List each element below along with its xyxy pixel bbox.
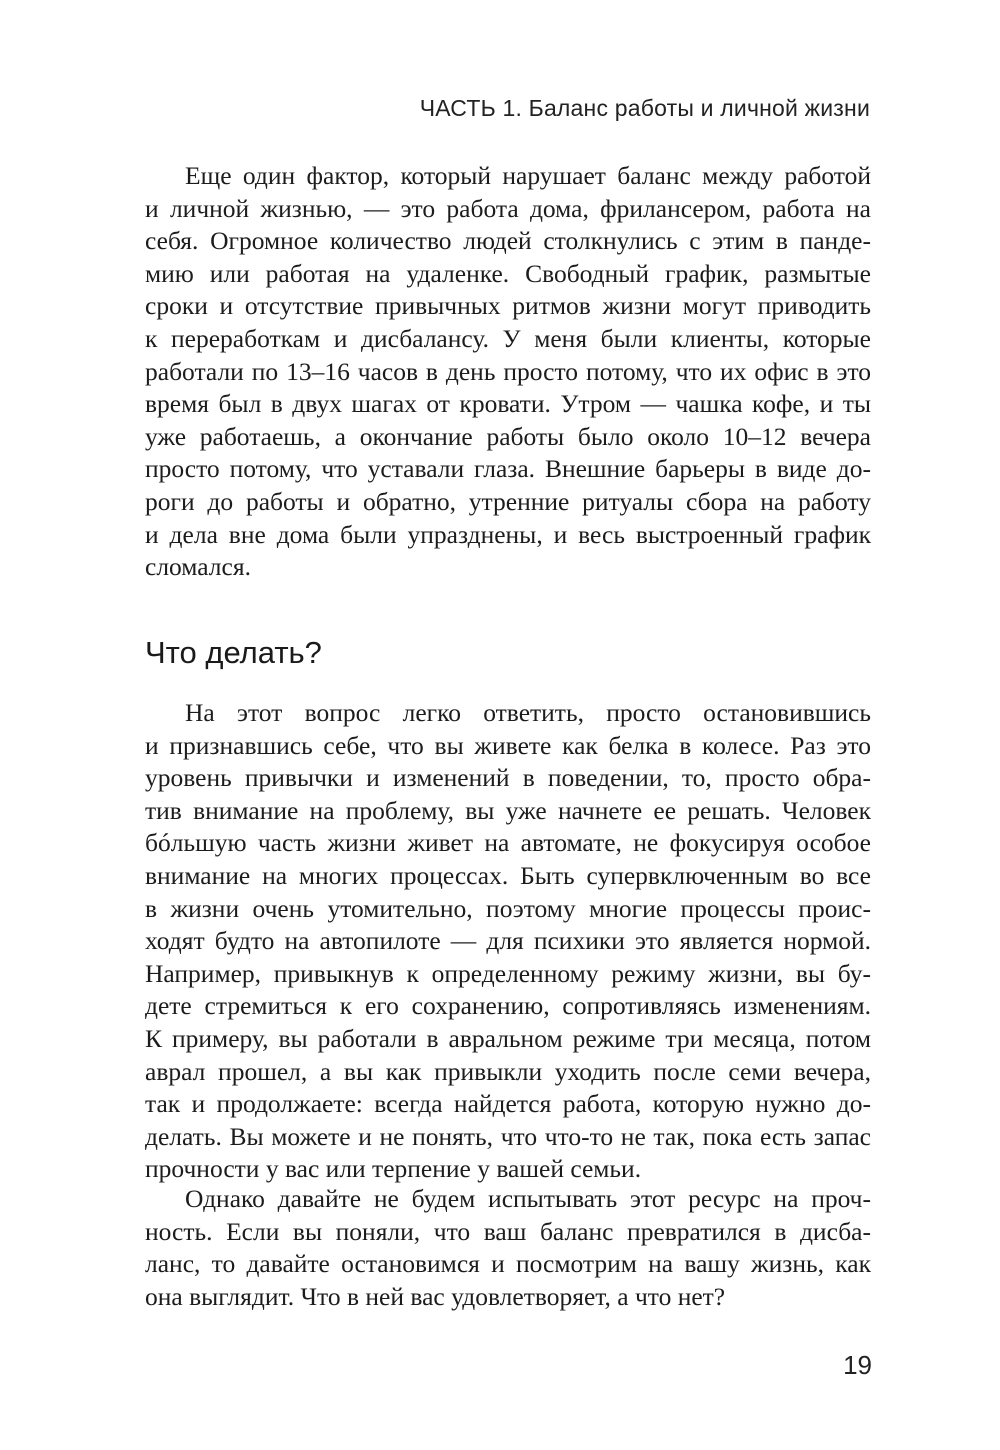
paragraph-3 [145, 1183, 871, 1313]
text-line: аврал прошел, а вы как привыкли уходить после семи вечера, [145, 1056, 871, 1086]
text-line: сломался. [145, 552, 251, 582]
text-line: и личной жизнью, — это работа дома, фрилансером, работа на [145, 193, 871, 223]
text-line: уровень привычки и изменений в поведении, то, просто обра- [145, 763, 871, 793]
text-line: к переработкам и дисбалансу. У меня были клиенты, которые [145, 323, 871, 353]
section-heading: Что делать? [145, 635, 322, 670]
text-line: ланс, то давайте остановимся и посмотрим на вашу жизнь, как [145, 1249, 871, 1279]
paragraph-2 [145, 697, 871, 1186]
text-line: прочности у вас или терпение у вашей семьи. [145, 1154, 642, 1184]
text-line: ность. Если вы поняли, что ваш баланс превратился в дисба- [145, 1216, 871, 1246]
text-line: себя. Огромное количество людей столкнулись с этим в панде- [145, 226, 871, 256]
text-line: На этот вопрос легко ответить, просто остановившись [185, 698, 871, 727]
text-line: сроки и отсутствие привычных ритмов жизни могут приводить [145, 291, 871, 321]
text-line: ходят будто на автопилоте — для психики это является нормой. [145, 926, 871, 956]
text-line: Например, привыкнув к определенному режиму жизни, вы бу- [145, 958, 871, 988]
text-line: просто потому, что уставали глаза. Внешние барьеры в виде до- [145, 454, 871, 484]
text-line: мию или работая на удаленке. Свободный график, размытые [145, 258, 871, 288]
text-line: внимание на многих процессах. Быть супервключенным во все [145, 860, 871, 890]
text-line: уже работаешь, а окончание работы было около 10–12 вечера [145, 421, 871, 451]
text-line: делать. Вы можете и не понять, что что-то не так, пока есть запас [145, 1121, 871, 1151]
running-head: ЧАСТЬ 1. Баланс работы и личной жизни [419, 95, 870, 121]
text-line: Еще один фактор, который нарушает баланс между работой [185, 161, 871, 190]
text-line: и признавшись себе, что вы живете как белка в колесе. Раз это [145, 730, 871, 760]
paragraph-1 [145, 160, 871, 584]
text-line: она выглядит. Что в ней вас удовлетворяет, а что нет? [145, 1281, 726, 1311]
text-line: работали по 13–16 часов в день просто потому, что их офис в это [145, 356, 871, 386]
page-number: 19 [843, 1350, 872, 1380]
text-line: так и продолжаете: всегда найдется работа, которую нужно до- [145, 1089, 871, 1119]
text-line: бóльшую часть жизни живет на автомате, не фокусируя особое [145, 828, 871, 858]
text-line: дете стремиться к его сохранению, сопротивляясь изменениям. [145, 991, 871, 1021]
text-line: роги до работы и обратно, утренние ритуалы сбора на работу [145, 486, 871, 516]
text-line: К примеру, вы работали в авральном режиме три месяца, потом [145, 1023, 871, 1053]
text-line: и дела вне дома были упразднены, и весь выстроенный график [145, 519, 871, 549]
text-line: в жизни очень утомительно, поэтому многие процессы проис- [145, 893, 871, 923]
text-line: время был в двух шагах от кровати. Утром — чашка кофе, и ты [145, 389, 871, 419]
text-line: Однако давайте не будем испытывать этот ресурс на проч- [185, 1184, 871, 1213]
text-line: тив внимание на проблему, вы уже начнете ее решать. Человек [145, 795, 871, 825]
